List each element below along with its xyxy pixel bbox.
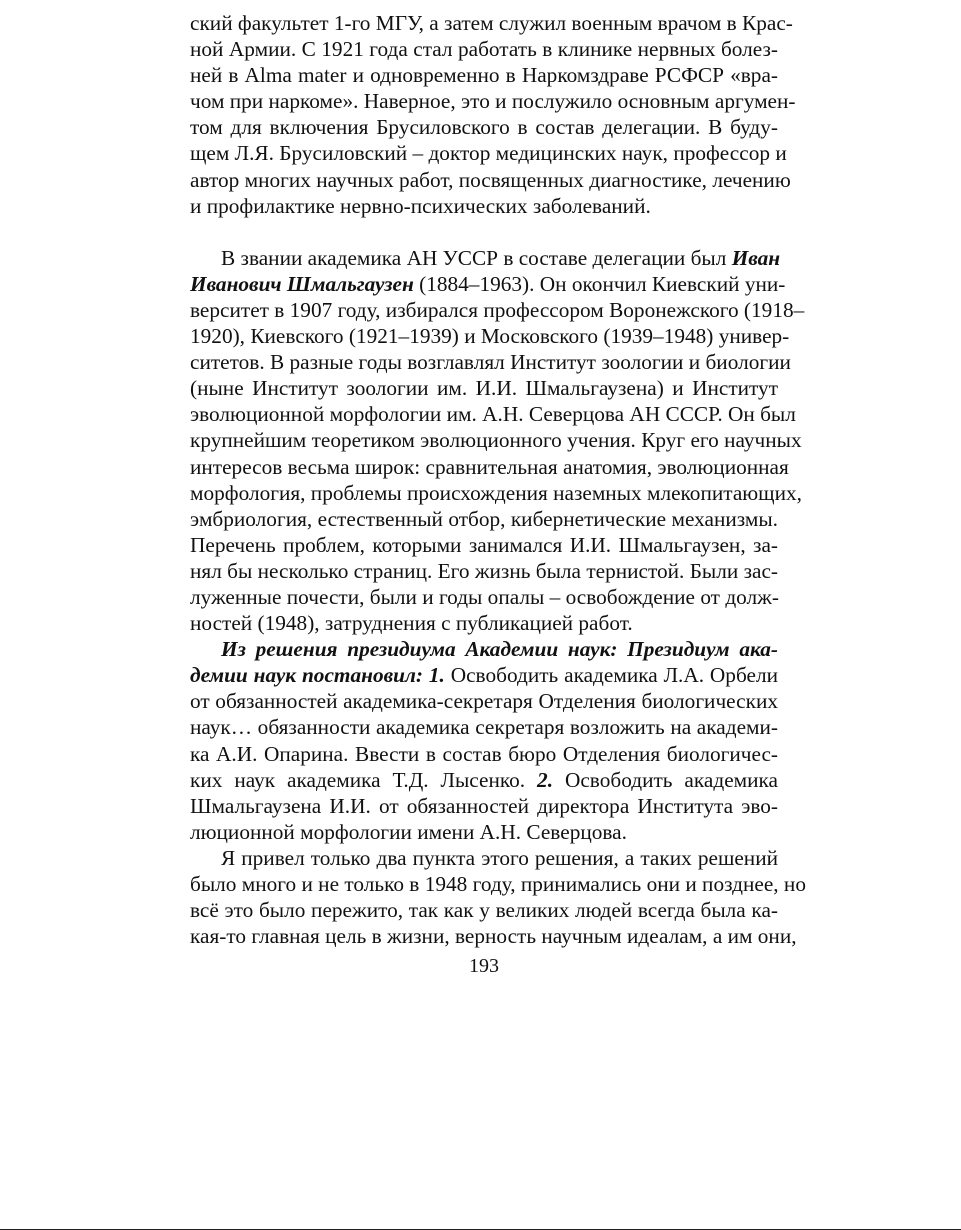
page-number: 193 bbox=[469, 955, 499, 977]
text-line: чом при наркоме». Наверное, это и послужило основным аргумен- bbox=[190, 89, 796, 114]
paragraph-conclusion bbox=[190, 845, 806, 949]
text-line: Шмальгаузена И.И. от обязанностей директора Института эво- bbox=[190, 793, 778, 818]
text-run: В звании академика АН УССР в составе делегации был bbox=[221, 245, 732, 270]
text-line bbox=[190, 767, 778, 793]
text-line: морфология, проблемы происхождения наземных млекопитающих, bbox=[190, 480, 802, 505]
text-line bbox=[190, 636, 778, 662]
text-line: всё это было пережито, так как у великих людей всегда была ка- bbox=[190, 898, 778, 923]
text-line: ной Армии. С 1921 года стал работать в клинике нервных болез- bbox=[190, 37, 778, 62]
body-text bbox=[190, 10, 806, 949]
text-line: том для включения Брусиловского в состав делегации. В буду- bbox=[190, 115, 778, 140]
text-line: эмбриология, естественный отбор, кибернетические механизмы. bbox=[190, 506, 778, 531]
text-line: ностей (1948), затруднения с публикацией работ. bbox=[190, 611, 633, 636]
decision-heading: Из решения президиума Академии наук: Президиум ака- bbox=[221, 637, 778, 662]
book-page bbox=[190, 10, 806, 977]
text-run: (1884–1963). Он окончил Киевский уни- bbox=[413, 271, 786, 296]
text-line bbox=[190, 245, 781, 271]
text-line: ней в Alma mater и одновременно в Наркомздраве РСФСР «вра- bbox=[190, 63, 778, 88]
text-line: ский факультет 1-го МГУ, а затем служил военным врачом в Крас- bbox=[190, 11, 793, 35]
item-number: 2. bbox=[537, 767, 554, 792]
text-line: крупнейшим теоретиком эволюционного учения. Круг его научных bbox=[190, 428, 802, 453]
text-line: нял бы несколько страниц. Его жизнь была тернистой. Были зас- bbox=[190, 558, 778, 583]
text-line: Перечень проблем, которыми занимался И.И. Шмальгаузен, за- bbox=[190, 532, 778, 557]
text-line bbox=[190, 271, 786, 297]
text-line: щем Л.Я. Брусиловский – доктор медицинских наук, профессор и bbox=[190, 141, 787, 166]
text-run: Освободить академика Л.А. Орбели bbox=[444, 663, 778, 688]
paragraph-brusilovsky bbox=[190, 10, 796, 219]
paragraph-schmalhausen bbox=[190, 245, 805, 636]
text-line: и профилактике нервно-психических заболеваний. bbox=[190, 193, 651, 218]
text-line: 1920), Киевского (1921–1939) и Московского (1939–1948) универ- bbox=[190, 324, 790, 349]
text-line: луженные почести, были и годы опалы – освобождение от долж- bbox=[190, 584, 779, 609]
text-line: интересов весьма широк: сравнительная анатомия, эволюционная bbox=[190, 454, 789, 479]
text-line: автор многих научных работ, посвященных диагностике, лечению bbox=[190, 167, 791, 192]
text-line: наук… обязанности академика секретаря возложить на академи- bbox=[190, 715, 778, 740]
text-line: верситет в 1907 году, избирался профессором Воронежского (1918– bbox=[190, 297, 805, 322]
text-run: Освободить академика bbox=[553, 767, 778, 792]
text-line: ка А.И. Опарина. Ввести в состав бюро Отделения биологичес- bbox=[190, 741, 778, 766]
text-line: люционной морфологии имени А.Н. Северцова. bbox=[190, 819, 627, 844]
text-line: Я привел только два пункта этого решения, а таких решений bbox=[221, 845, 778, 870]
text-run: ких наук академика Т.Д. Лысенко. bbox=[190, 767, 538, 792]
text-line bbox=[190, 662, 778, 688]
text-line: было много и не только в 1948 году, принимались они и позднее, но bbox=[190, 872, 806, 896]
text-line: эволюционной морфологии им. А.Н. Северцова АН СССР. Он был bbox=[190, 402, 796, 427]
person-name: Иванович Шмальгаузен bbox=[190, 271, 414, 296]
text-line: ситетов. В разные годы возглавлял Институт зоологии и биологии bbox=[190, 350, 791, 375]
text-line: от обязанностей академика-секретаря Отделения биологических bbox=[190, 689, 778, 714]
paragraph-presidium-decision bbox=[190, 636, 778, 845]
person-name: Иван bbox=[731, 245, 781, 270]
decision-heading: демии наук постановил: 1. bbox=[190, 663, 445, 688]
text-line: (ныне Институт зоологии им. И.И. Шмальгаузена) и Институт bbox=[190, 376, 778, 401]
text-line: кая-то главная цель в жизни, верность научным идеалам, а им они, bbox=[190, 924, 797, 949]
